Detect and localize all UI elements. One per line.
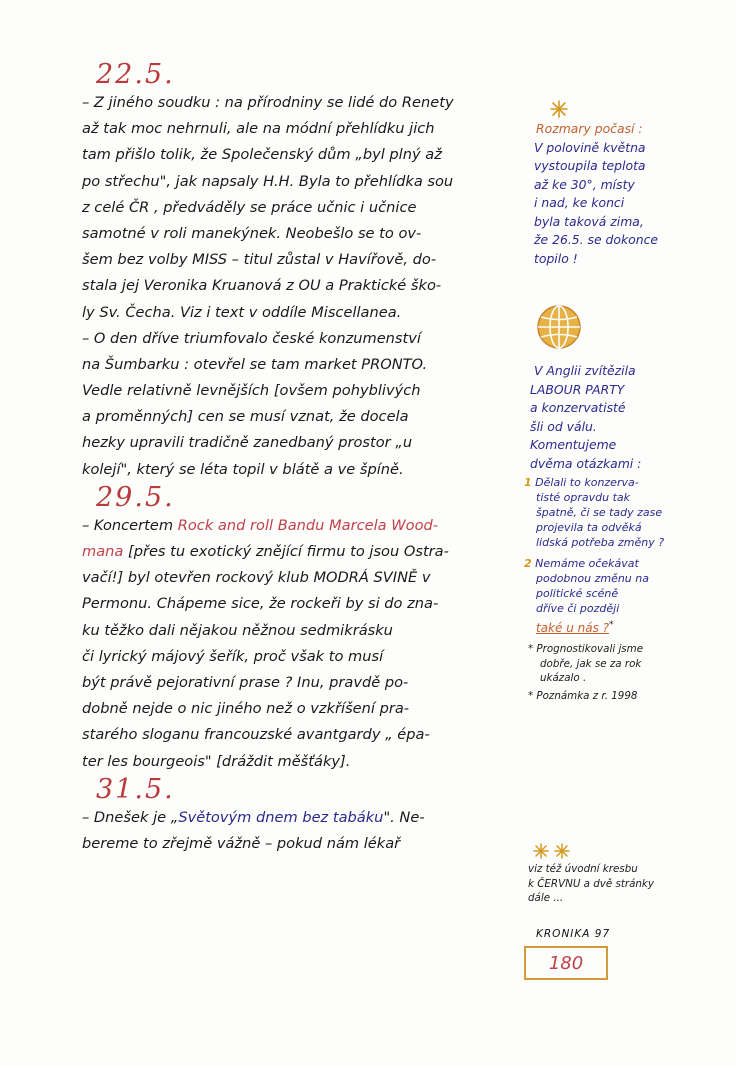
band-name: mana	[82, 543, 124, 560]
text-line: starého sloganu francouzské avantgardy „ épa-	[82, 726, 430, 744]
question-line: projevila ta odvěká	[536, 521, 642, 534]
text-line: po střechu", jak napsaly H.H. Byla to přehlídka sou	[82, 172, 454, 190]
footnote-line: * Prognostikovali jsme	[528, 643, 644, 655]
footnote-marker: *	[609, 620, 614, 630]
text-line: až tak moc nehrnuli, ale na módní přehlídku jich	[82, 120, 435, 138]
question-line: lidská potřeba změny ?	[536, 536, 665, 549]
question-line: tisté opravdu tak	[536, 491, 631, 504]
text-line: ter les bourgeois" [dráždit měšťáky].	[82, 752, 351, 770]
band-name: Rock and roll Bandu Marcela Wood-	[177, 516, 439, 534]
text-line: a proměnných] cen se musí vznat, že docela	[82, 408, 409, 426]
weather-line: byla taková zima,	[534, 213, 644, 229]
entry-date: 31.5.	[96, 773, 175, 805]
entry-date: 29.5.	[96, 481, 175, 513]
england-line: V Anglii zvítězila	[534, 363, 636, 378]
text-line: dobně nejde o nic jiného než o vzkříšení pra-	[82, 700, 410, 718]
weather-line: vystoupila teplota	[534, 158, 646, 173]
sidebar-reference-note	[524, 842, 720, 906]
reference-line: viz též úvodní kresbu	[528, 863, 638, 875]
text-fragment: [přes tu exotický znějící firmu to jsou Ostra-	[128, 543, 449, 560]
entry-date: 22.5.	[96, 59, 175, 90]
star-icon	[532, 842, 720, 862]
text-line: vačí!] byl otevřen rockový klub MODRÁ SVINĚ v	[82, 569, 431, 587]
star-icon	[550, 100, 720, 120]
text-line: být právě pejorativní prase ? Inu, pravdě po-	[82, 673, 409, 691]
text-line: z celé ČR , předváděly se práce učnic i učnice	[82, 198, 417, 216]
weather-line: topilo !	[534, 250, 578, 266]
text-line	[82, 539, 514, 565]
weather-line: že 26.5. se dokonce	[534, 232, 659, 247]
weather-title: Rozmary počasí :	[536, 121, 643, 136]
question-two	[524, 556, 720, 571]
question-one	[524, 475, 720, 490]
england-line: Komentujeme	[530, 437, 617, 452]
question-line: politické scéně	[536, 587, 619, 600]
text-fragment: – Dnešek je „	[82, 808, 179, 826]
text-line: – O den dříve triumfovalo české konzumenství	[82, 329, 421, 347]
text-line: či lyrický májový šeřík, proč však to musí	[82, 647, 384, 665]
event-name: Světovým dnem bez tabáku	[178, 808, 384, 826]
question-line	[536, 616, 720, 634]
page-number-box	[524, 946, 608, 980]
sidebar-weather-note	[524, 100, 720, 268]
question-line: podobnou změnu na	[536, 572, 649, 585]
weather-line: až ke 30°, místy	[534, 176, 635, 192]
text-line: – Z jiného soudku : na přírodniny se lidé do Renety	[82, 94, 454, 111]
question-line: Dělali to konzerva-	[535, 476, 639, 489]
text-line: samotné v roli manekýnek. Neobešlo se to ov-	[82, 224, 422, 242]
question-line: špatně, či se tady zase	[536, 506, 663, 519]
footnote-line: ukázalo .	[540, 672, 587, 684]
text-fragment: – Koncertem	[82, 516, 174, 534]
text-line: hezky upravili tradičně zanedbaný prostor „u	[82, 434, 413, 452]
weather-line: i nad, ke konci	[534, 195, 625, 210]
question-line: Nemáme očekávat	[535, 557, 639, 570]
footnote	[528, 642, 720, 703]
england-line: dvěma otázkami :	[530, 455, 642, 471]
question-number: 1	[524, 476, 532, 489]
text-line	[82, 805, 514, 831]
text-line: kolejí", který se léta topil v blátě a ve špíně.	[82, 460, 404, 478]
footnote-line: * Poznámka z r. 1998	[528, 689, 638, 702]
text-line: ly Sv. Čecha. Viz i text v oddíle Miscellanea.	[82, 303, 402, 321]
england-line: LABOUR PARTY	[530, 381, 625, 397]
chronicle-label: KRONIKA 97	[536, 928, 611, 940]
text-line: stala jej Veronika Kruanová z OU a Praktické ško-	[82, 277, 442, 295]
text-line: tam přišlo tolik, že Společenský dům „byl plný až	[82, 146, 442, 164]
england-line: šli od válu.	[530, 418, 597, 434]
text-line: Vedle relativně levnějších [ovšem pohyblivých	[82, 382, 421, 400]
england-line: a konzervatisté	[530, 400, 626, 415]
text-line: šem bez volby MISS – titul zůstal v Havířově, do-	[82, 251, 437, 269]
text-line: bereme to zřejmě vážně – pokud nám lékař	[82, 834, 401, 852]
text-line: na Šumbarku : otevřel se tam market PRONTO.	[82, 355, 428, 373]
text-line: ku těžko dali nějakou něžnou sedmikrásku	[82, 621, 393, 639]
question-number: 2	[524, 557, 532, 570]
question-line: dříve či později	[536, 602, 620, 615]
page-number: 180	[548, 952, 584, 974]
text-fragment: ". Ne-	[383, 808, 425, 826]
globe-icon	[536, 304, 582, 354]
reference-line: dále ...	[528, 892, 564, 904]
reference-line: k ČERVNU a dvě stránky	[528, 877, 654, 890]
footnote-line: dobře, jak se za rok	[540, 657, 642, 670]
text-line	[82, 513, 514, 539]
sidebar-england-note	[524, 362, 720, 703]
main-column	[82, 60, 514, 857]
question-emphasis: také u nás ?	[536, 621, 610, 635]
text-line: Permonu. Chápeme sice, že rockeři by si do zna-	[82, 595, 439, 613]
weather-line: V polovině května	[534, 139, 646, 155]
